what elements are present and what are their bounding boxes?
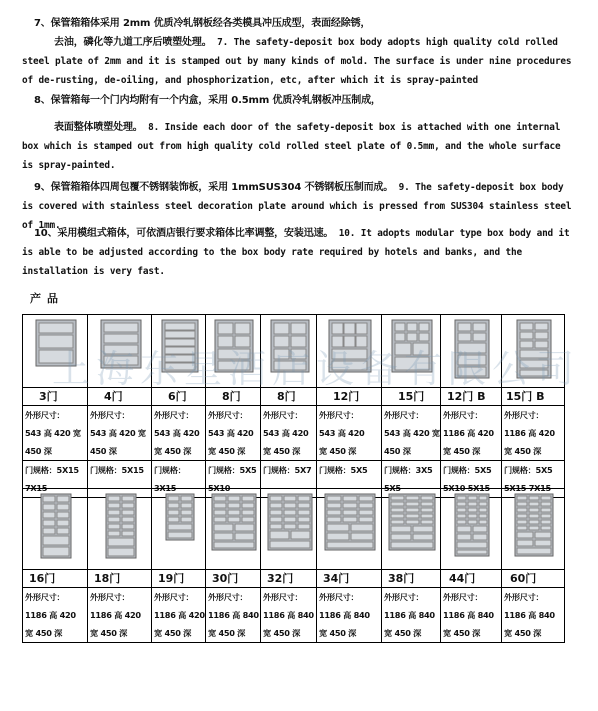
safe-icon	[270, 319, 310, 373]
paragraph-10	[22, 224, 574, 281]
product-dims: 外形尺寸： 543 高 420 宽 450 深	[23, 406, 88, 461]
product-dims: 外形尺寸： 543 高 420 宽 450 深	[88, 406, 152, 461]
paragraph-7-cn: 7、保管箱箱体采用 2mm 优质冷轧钢板经各类模具冲压成型，表面经除锈，	[34, 18, 371, 29]
product-image-19-door	[152, 489, 206, 570]
product-doors: 门规格：5X5 5X10	[206, 461, 261, 498]
watermark: 上海东星酒店设备有限公司	[52, 347, 581, 391]
product-dims: 外形尺寸： 1186 高 420 宽 450 深	[441, 406, 502, 461]
paragraph-9-cn: 9、保管箱箱体四周包覆不锈钢装饰板，采用 1mmSUS304 不锈钢板压制而成。	[34, 182, 394, 193]
product-name: 38门	[382, 570, 441, 588]
product-dims: 外形尺寸： 543 高 420 宽 450 深	[317, 406, 382, 461]
product-dims: 外形尺寸： 1186 高 840 宽 450 深	[317, 588, 382, 643]
product-image-30-door	[206, 489, 261, 570]
paragraph-7	[22, 14, 574, 90]
product-name: 60门	[502, 570, 565, 588]
product-image-44-door	[441, 489, 502, 570]
product-dims: 外形尺寸： 543 高 420 宽 450 深	[382, 406, 441, 461]
paragraph-9-en: 9. The safety-deposit box body is covered with stainless steel decoration plate around which is pressed from SUS304 stainless steel of 1mm.	[22, 182, 572, 231]
name-row	[23, 570, 565, 588]
product-name: 3门	[23, 388, 88, 406]
product-name: 34门	[317, 570, 382, 588]
product-dims: 外形尺寸： 543 高 420 宽 450 深	[206, 406, 261, 461]
product-doors: 门规格： 3X15	[152, 461, 206, 498]
product-image-34-door	[317, 489, 382, 570]
product-dims: 外形尺寸： 1186 高 840 宽 450 深	[502, 588, 565, 643]
product-dims: 外形尺寸： 543 高 420 宽 450 深	[261, 406, 317, 461]
product-dims: 外形尺寸： 1186 高 420 宽 450 深	[152, 588, 206, 643]
paragraph-8-en: 8. Inside each door of the safety-deposit box is attached with one internal box which is stamped out from high quality cold rolled steel plate of 0.5mm, and the whole surface is spray-painted.	[22, 122, 561, 171]
product-doors: 门规格：3X5 5X5	[382, 461, 441, 498]
product-name: 19门	[152, 570, 206, 588]
safe-icon	[161, 319, 199, 373]
product-image-12-door-b	[441, 315, 502, 388]
safe-icon	[516, 319, 552, 379]
product-dims: 外形尺寸： 543 高 420 宽 450 深	[152, 406, 206, 461]
dims-row	[23, 588, 565, 643]
safe-icon	[165, 493, 195, 541]
product-dims: 外形尺寸： 1186 高 840 宽 450 深	[206, 588, 261, 643]
product-dims: 外形尺寸： 1186 高 420 宽 450 深	[23, 588, 88, 643]
product-image-32-door	[261, 489, 317, 570]
paragraph-7-en: 7. The safety-deposit box body adopts high quality cold rolled steel plate of 2mm and it is stamped out by many kinds of mold. The surface is under nine procedures of de-rusting, de-oiling, and phosphorization, etc, after which it is spray-painted	[22, 37, 572, 86]
safe-icon	[105, 493, 137, 559]
product-name: 12门	[317, 388, 382, 406]
dims-row	[23, 406, 565, 461]
paragraph-10-en: 10. It adopts modular type box body and it is able to be adjusted according to the box body rate required by hotels and banks, and the installation is very fast.	[22, 228, 570, 277]
paragraph-8-cn-cont: 表面整体喷塑处理。	[54, 122, 143, 133]
product-name: 32门	[261, 570, 317, 588]
product-doors: 门规格：5X7	[261, 461, 317, 498]
safe-icon	[454, 319, 490, 379]
product-doors: 门规格：5X15	[88, 461, 152, 498]
product-image-15-door	[382, 315, 441, 388]
paragraph-8	[22, 91, 574, 175]
product-image-12-door	[317, 315, 382, 388]
safe-icon	[388, 493, 436, 551]
product-name: 8门	[261, 388, 317, 406]
safe-icon	[211, 493, 257, 551]
safe-icon	[214, 319, 254, 373]
safe-icon	[40, 493, 72, 559]
safe-icon	[267, 493, 313, 551]
product-name: 15门 B	[502, 388, 565, 406]
paragraph-7-cn-cont: 去油，磷化等九道工序后喷塑处理。	[54, 37, 212, 48]
paragraph-8-cn: 8、保管箱每一个门内均附有一个内盒，采用 0.5mm 优质冷轧钢板冲压制成，	[34, 95, 381, 106]
product-name: 30门	[206, 570, 261, 588]
safe-icon	[324, 493, 376, 551]
product-name: 15门	[382, 388, 441, 406]
product-dims: 外形尺寸： 1186 高 420 宽 450 深	[502, 406, 565, 461]
product-name: 4门	[88, 388, 152, 406]
safe-icon	[391, 319, 433, 373]
product-image-8-door	[206, 315, 261, 388]
product-name: 44门	[441, 570, 502, 588]
products-heading: 产品	[30, 292, 64, 305]
product-image-38-door	[382, 489, 441, 570]
paragraph-10-cn: 10、采用模组式箱体，可依酒店银行要求箱体比率调整，安装迅速。	[34, 228, 334, 239]
safe-icon	[328, 319, 372, 373]
product-image-3-door	[23, 315, 88, 388]
product-table-1	[22, 314, 565, 498]
product-doors: 门规格：5X5	[317, 461, 382, 498]
product-table-2	[22, 488, 565, 643]
safe-icon	[35, 319, 77, 367]
safe-icon	[100, 319, 142, 369]
product-image-16-door	[23, 489, 88, 570]
image-row	[23, 489, 565, 570]
product-doors: 门规格：5X5 5X15 7X15	[502, 461, 565, 498]
product-name: 12门 B	[441, 388, 502, 406]
safe-icon	[454, 493, 490, 557]
product-dims: 外形尺寸： 1186 高 840 宽 450 深	[382, 588, 441, 643]
product-doors: 门规格：5X5 5X10 5X15	[441, 461, 502, 498]
product-image-15-door-b	[502, 315, 565, 388]
product-dims: 外形尺寸： 1186 高 840 宽 450 深	[441, 588, 502, 643]
product-image-60-door	[502, 489, 565, 570]
product-dims: 外形尺寸： 1186 高 840 宽 450 深	[261, 588, 317, 643]
name-row	[23, 388, 565, 406]
product-image-18-door	[88, 489, 152, 570]
product-doors: 门规格：5X15 7X15	[23, 461, 88, 498]
image-row	[23, 315, 565, 388]
safe-icon	[514, 493, 554, 557]
product-image-6-door	[152, 315, 206, 388]
product-image-8-door-b	[261, 315, 317, 388]
product-name: 6门	[152, 388, 206, 406]
product-name: 18门	[88, 570, 152, 588]
product-name: 8门	[206, 388, 261, 406]
product-dims: 外形尺寸： 1186 高 420 宽 450 深	[88, 588, 152, 643]
product-image-4-door	[88, 315, 152, 388]
product-name: 16门	[23, 570, 88, 588]
